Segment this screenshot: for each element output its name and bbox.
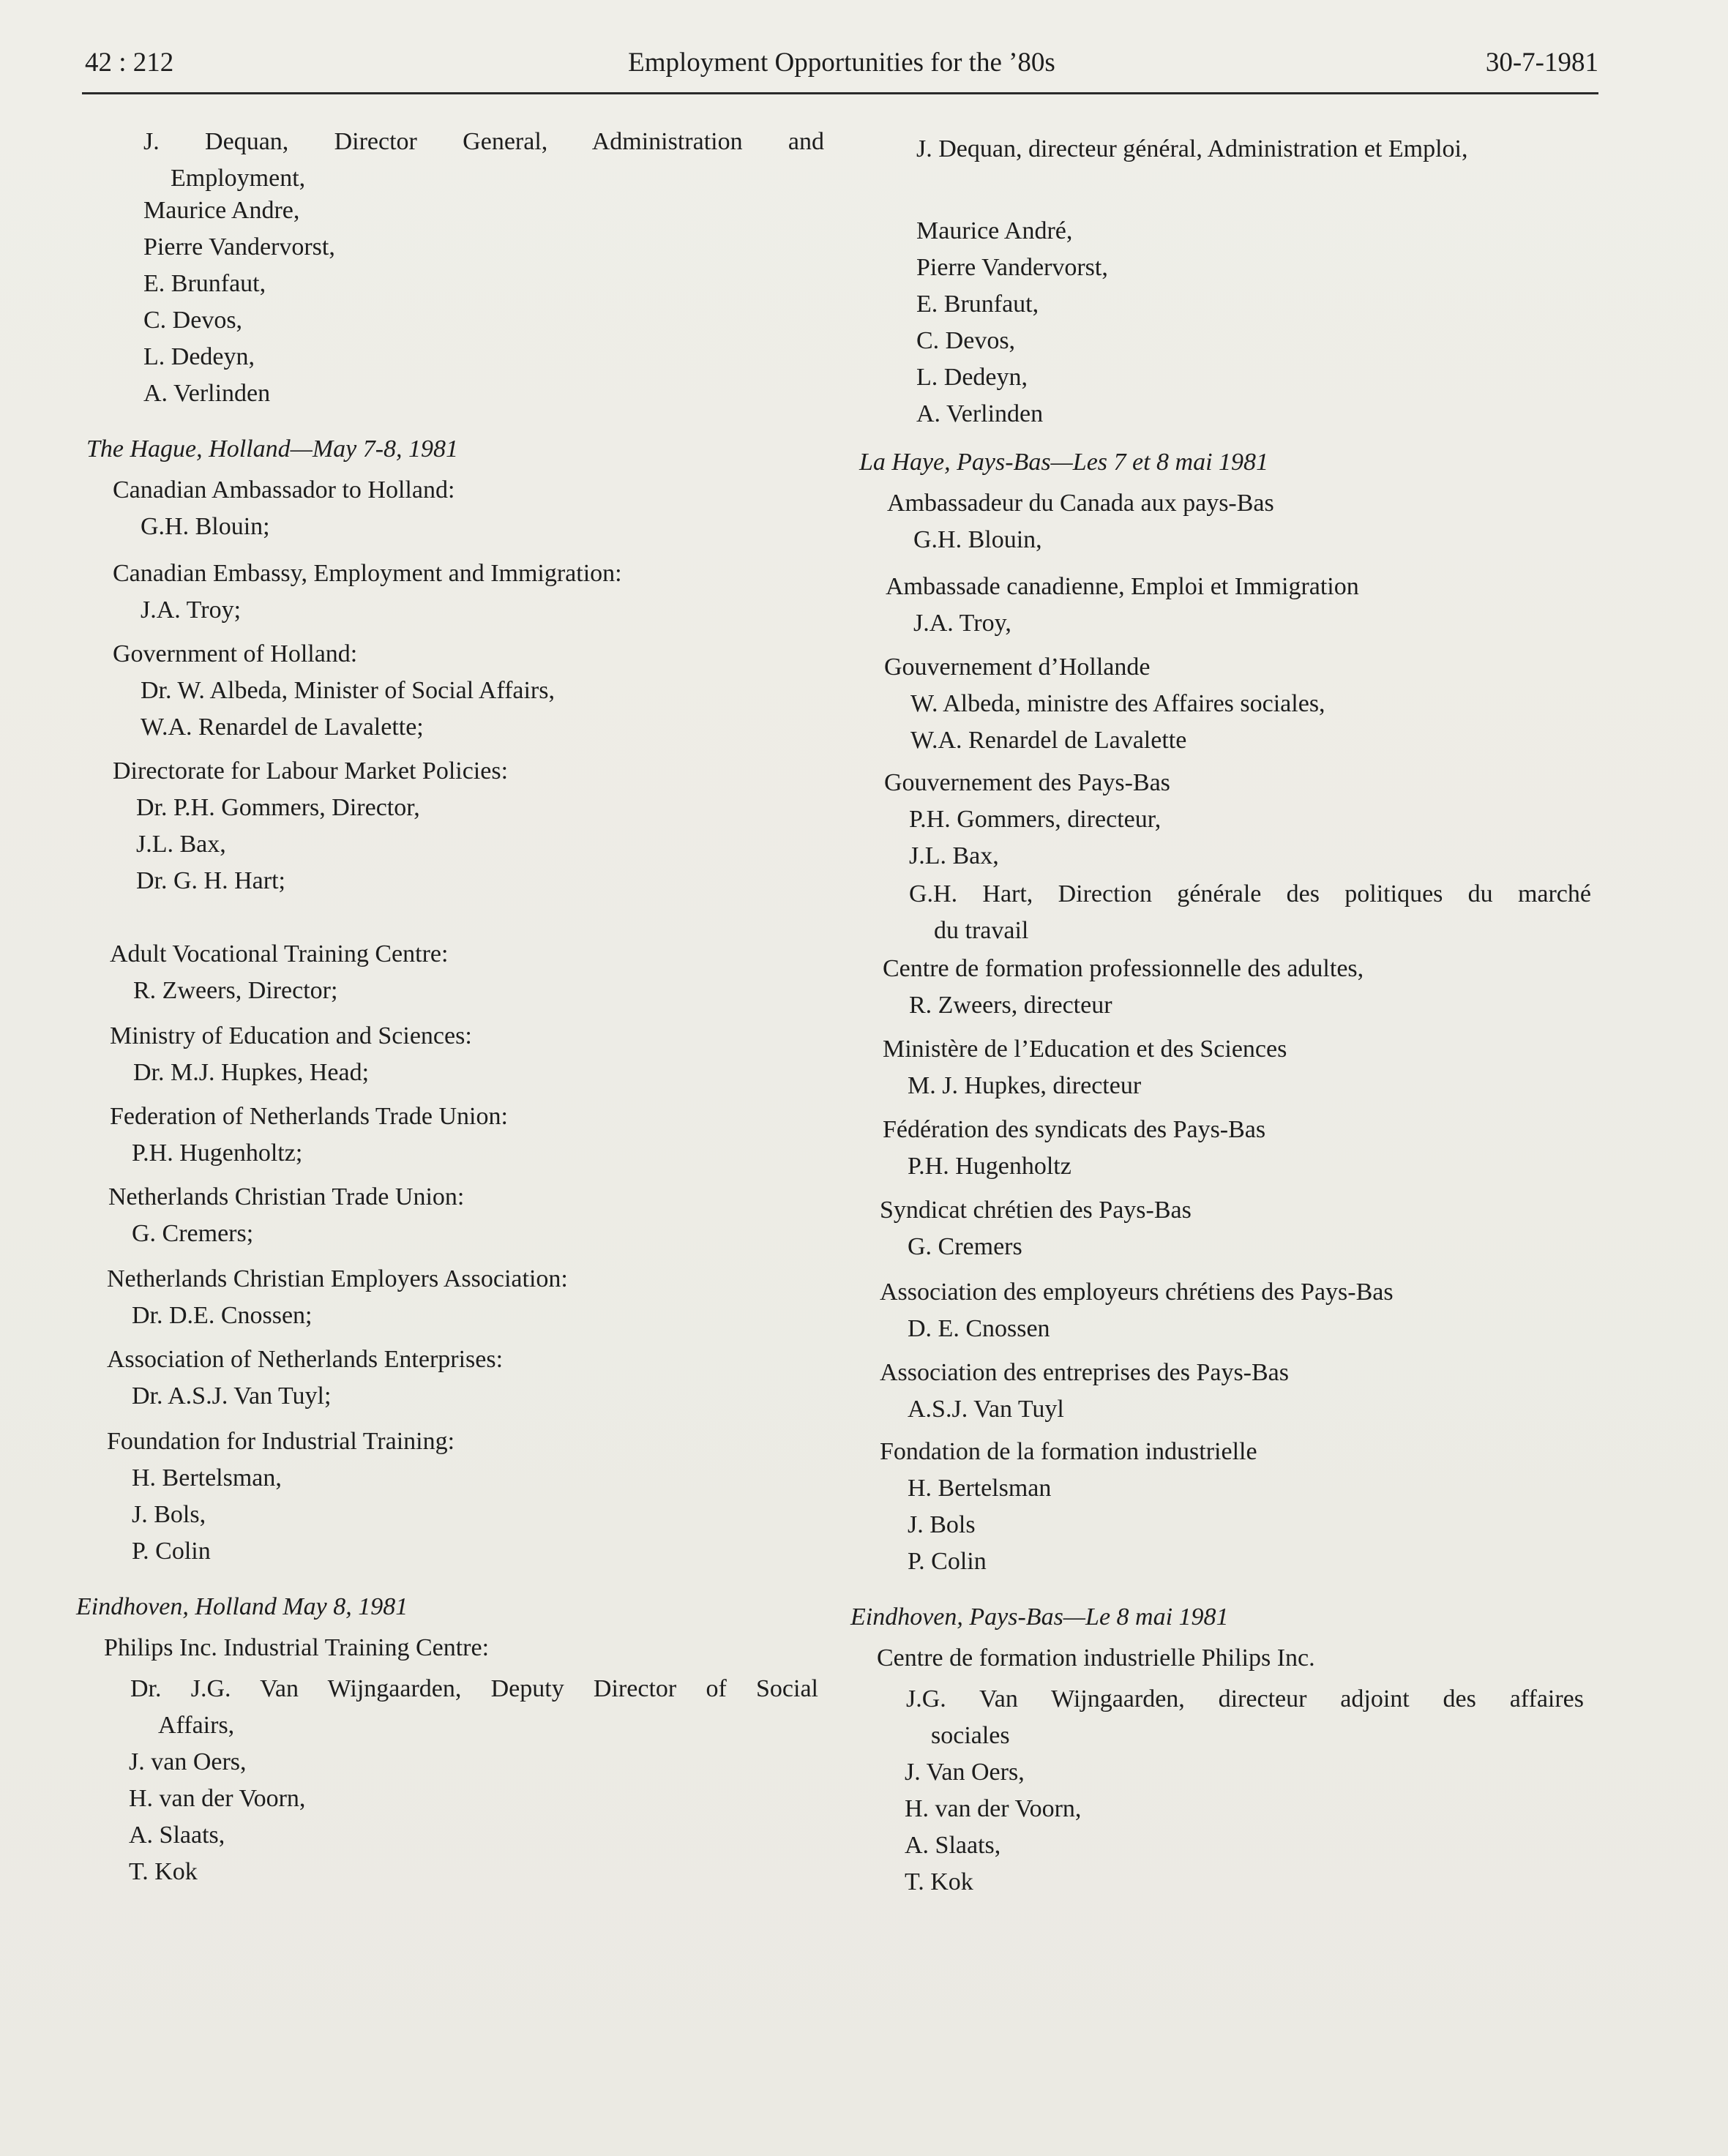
french-text-line: A. Verlinden xyxy=(916,400,1044,427)
french-text-line: Ministère de l’Education et des Sciences xyxy=(883,1036,1287,1063)
english-text-line: J. van Oers, xyxy=(129,1748,247,1775)
english-text-line: Federation of Netherlands Trade Union: xyxy=(110,1103,508,1130)
french-text-line: Fédération des syndicats des Pays-Bas xyxy=(883,1116,1266,1143)
french-text-line: L. Dedeyn, xyxy=(916,364,1028,391)
french-text-line: J.G. Van Wijngaarden, directeur adjoint des affaires xyxy=(906,1685,1584,1713)
french-text-line: Centre de formation industrielle Philips Inc. xyxy=(877,1644,1315,1672)
english-text-line: A. Slaats, xyxy=(129,1822,225,1849)
french-place-date-heading: La Haye, Pays-Bas—Les 7 et 8 mai 1981 xyxy=(859,449,1269,476)
french-text-line: P.H. Gommers, directeur, xyxy=(909,806,1162,833)
english-text-line: P. Colin xyxy=(132,1538,211,1565)
french-text-line: P. Colin xyxy=(908,1548,987,1575)
french-text-line: Ambassade canadienne, Emploi et Immigration xyxy=(886,573,1359,600)
french-text-line: J. Dequan, directeur général, Administration et Emploi, xyxy=(916,135,1468,162)
french-text-line: C. Devos, xyxy=(916,327,1016,354)
page-header xyxy=(85,42,1598,95)
english-text-line: Ministry of Education and Sciences: xyxy=(110,1022,472,1049)
english-text-line: Association of Netherlands Enterprises: xyxy=(107,1346,504,1373)
english-text-line: Directorate for Labour Market Policies: xyxy=(113,757,509,785)
french-text-line: H. van der Voorn, xyxy=(905,1795,1082,1822)
french-text-line: Gouvernement des Pays-Bas xyxy=(884,769,1170,796)
english-text-line: Dr. M.J. Hupkes, Head; xyxy=(133,1059,370,1086)
french-text-line: A. Slaats, xyxy=(905,1832,1001,1859)
french-text-line: W. Albeda, ministre des Affaires sociales, xyxy=(910,690,1325,717)
french-text-line: Ambassadeur du Canada aux pays-Bas xyxy=(887,490,1274,517)
french-text-line: Pierre Vandervorst, xyxy=(916,254,1108,281)
french-text-line: R. Zweers, directeur xyxy=(909,992,1112,1019)
french-text-line: E. Brunfaut, xyxy=(916,291,1039,318)
english-text-line: H. Bertelsman, xyxy=(132,1464,282,1491)
running-title: Employment Opportunities for the ’80s xyxy=(628,48,1055,78)
french-text-line: J.A. Troy, xyxy=(913,610,1011,637)
english-text-line: Dr. P.H. Gommers, Director, xyxy=(136,794,420,821)
header-rule xyxy=(82,92,1598,94)
english-text-line: T. Kok xyxy=(129,1858,198,1885)
french-text-line: Centre de formation professionnelle des adultes, xyxy=(883,955,1364,982)
english-text-line: Dr. J.G. Van Wijngaarden, Deputy Director of Social xyxy=(130,1675,818,1702)
english-text-line: Netherlands Christian Trade Union: xyxy=(108,1183,465,1210)
english-text-line: H. van der Voorn, xyxy=(129,1785,306,1812)
english-text-line: E. Brunfaut, xyxy=(143,270,266,297)
english-place-date-heading: Eindhoven, Holland May 8, 1981 xyxy=(76,1593,408,1620)
french-text-line: Gouvernement d’Hollande xyxy=(884,654,1151,681)
french-text-line: du travail xyxy=(934,917,1029,944)
french-text-line: M. J. Hupkes, directeur xyxy=(908,1072,1142,1099)
english-text-line: Government of Holland: xyxy=(113,640,358,667)
english-text-line: R. Zweers, Director; xyxy=(133,977,338,1004)
english-text-line: Affairs, xyxy=(158,1712,235,1739)
english-text-line: Dr. D.E. Cnossen; xyxy=(132,1302,313,1329)
english-text-line: Employment, xyxy=(171,165,306,192)
english-place-date-heading: The Hague, Holland—May 7-8, 1981 xyxy=(86,435,459,463)
page-number: 42 : 212 xyxy=(85,48,174,78)
english-text-line: Philips Inc. Industrial Training Centre: xyxy=(104,1634,490,1661)
english-text-line: L. Dedeyn, xyxy=(143,343,255,370)
english-text-line: P.H. Hugenholtz; xyxy=(132,1139,303,1167)
english-text-line: A. Verlinden xyxy=(143,380,271,407)
french-text-line: G.H. Hart, Direction générale des politiques du marché xyxy=(909,880,1591,907)
english-text-line: Canadian Embassy, Employment and Immigration: xyxy=(113,560,622,587)
french-text-line: D. E. Cnossen xyxy=(908,1315,1050,1342)
french-text-line: Syndicat chrétien des Pays-Bas xyxy=(880,1197,1192,1224)
english-text-line: Dr. A.S.J. Van Tuyl; xyxy=(132,1382,332,1410)
english-text-line: Adult Vocational Training Centre: xyxy=(110,940,449,967)
english-text-line: Dr. W. Albeda, Minister of Social Affairs, xyxy=(141,677,555,704)
english-text-line: J.A. Troy; xyxy=(141,596,242,624)
french-text-line: Association des entreprises des Pays-Bas xyxy=(880,1359,1290,1386)
french-place-date-heading: Eindhoven, Pays-Bas—Le 8 mai 1981 xyxy=(850,1603,1229,1631)
english-text-line: Maurice Andre, xyxy=(143,197,300,224)
french-text-line: A.S.J. Van Tuyl xyxy=(908,1396,1064,1423)
english-text-line: J. Bols, xyxy=(132,1501,206,1528)
header-date: 30-7-1981 xyxy=(1485,48,1598,78)
french-text-line: G. Cremers xyxy=(908,1233,1022,1260)
french-text-line: Fondation de la formation industrielle xyxy=(880,1438,1257,1465)
english-text-line: J.L. Bax, xyxy=(136,831,226,858)
french-text-line: Association des employeurs chrétiens des Pays-Bas xyxy=(880,1279,1394,1306)
french-text-line: J.L. Bax, xyxy=(909,842,999,869)
english-text-line: Netherlands Christian Employers Association: xyxy=(107,1265,568,1292)
french-text-line: W.A. Renardel de Lavalette xyxy=(910,727,1187,754)
french-text-line: J. Bols xyxy=(908,1511,976,1538)
english-text-line: Canadian Ambassador to Holland: xyxy=(113,476,455,504)
french-text-line: Maurice André, xyxy=(916,217,1073,244)
english-text-line: J. Dequan, Director General, Administration and xyxy=(143,128,824,155)
french-text-line: P.H. Hugenholtz xyxy=(908,1153,1071,1180)
english-text-line: W.A. Renardel de Lavalette; xyxy=(141,714,424,741)
french-text-line: T. Kok xyxy=(905,1868,973,1895)
french-text-line: sociales xyxy=(931,1722,1010,1749)
english-text-line: Pierre Vandervorst, xyxy=(143,233,335,261)
english-text-line: Foundation for Industrial Training: xyxy=(107,1428,455,1455)
french-text-line: G.H. Blouin, xyxy=(913,526,1042,553)
english-text-line: C. Devos, xyxy=(143,307,243,334)
english-text-line: G.H. Blouin; xyxy=(141,513,270,540)
english-text-line: Dr. G. H. Hart; xyxy=(136,867,285,894)
english-text-line: G. Cremers; xyxy=(132,1220,254,1247)
french-text-line: J. Van Oers, xyxy=(905,1759,1025,1786)
french-text-line: H. Bertelsman xyxy=(908,1475,1052,1502)
